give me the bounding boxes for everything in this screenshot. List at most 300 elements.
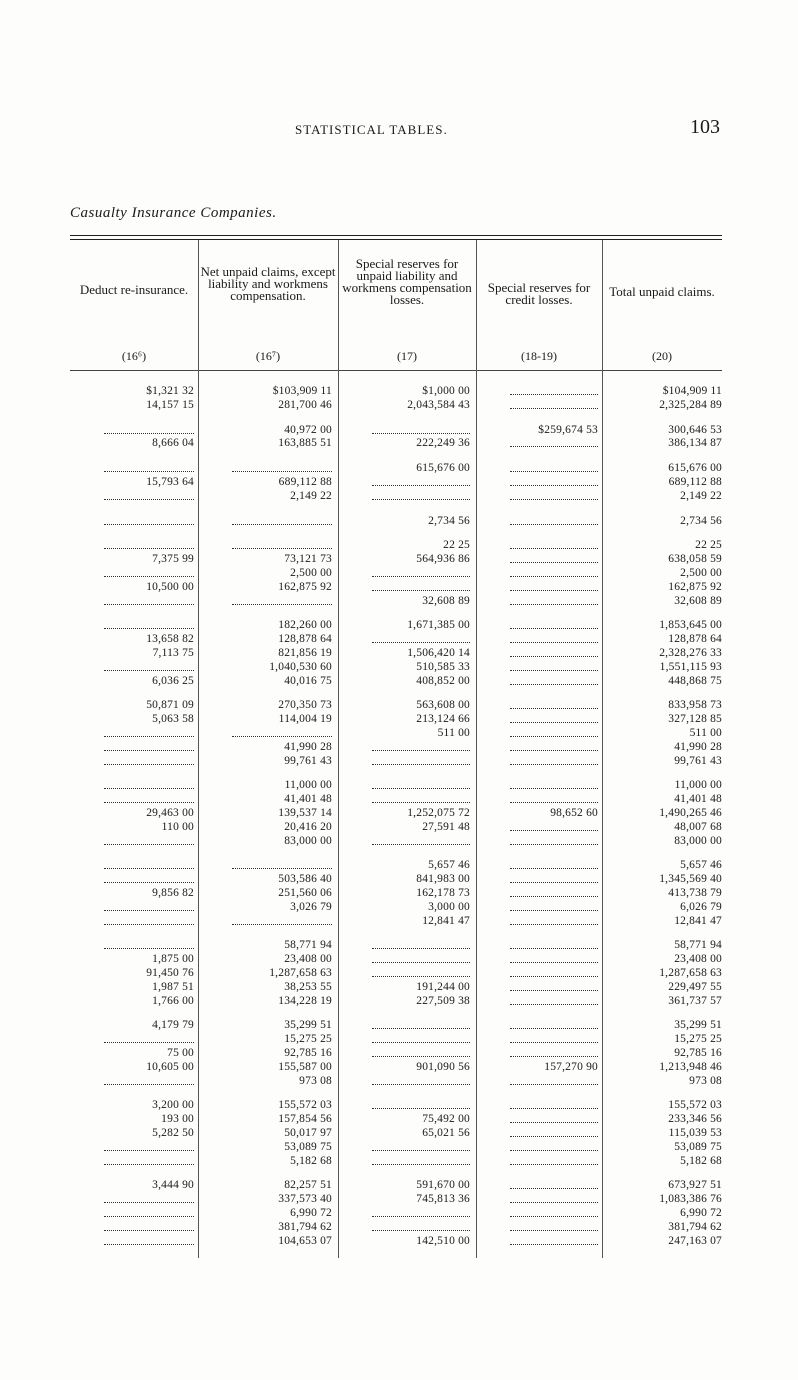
leader-dots [104, 539, 194, 549]
table-cell: 128,878 64 [668, 633, 722, 646]
column-header-number: (16⁷) [255, 349, 281, 363]
leader-dots [104, 1155, 194, 1165]
table-cell: 973 08 [299, 1074, 332, 1087]
column-rule [602, 240, 603, 1258]
leader-dots [104, 727, 194, 737]
table-cell: 10,605 00 [146, 1060, 194, 1073]
table-cell: 142,510 00 [416, 1234, 470, 1247]
table-cell: 1,853,645 00 [659, 619, 722, 632]
table-cell: 591,670 00 [416, 1179, 470, 1192]
leader-dots [510, 1127, 598, 1137]
table-cell: 12,841 47 [422, 914, 470, 927]
table-cell: 22 25 [443, 539, 470, 552]
table-row [70, 953, 722, 966]
running-title: STATISTICAL TABLES. [295, 122, 448, 137]
table-cell: $104,909 11 [662, 385, 722, 397]
table-row [70, 1221, 722, 1234]
leader-dots [104, 1235, 194, 1245]
leader-dots [510, 1047, 598, 1057]
leader-dots [510, 835, 598, 845]
table-cell: 2,325,284 89 [659, 398, 722, 411]
table-row [70, 675, 722, 688]
page-number: 103 [690, 116, 720, 138]
table-cell: 227,509 38 [416, 994, 470, 1007]
table-cell: 615,676 00 [416, 462, 470, 475]
table-cell: 15,275 25 [674, 1033, 722, 1046]
leader-dots [510, 567, 598, 577]
table-row [70, 995, 722, 1008]
table-cell: 38,253 55 [284, 980, 332, 993]
table-cell: 48,007 68 [674, 820, 722, 833]
table-row [70, 515, 722, 528]
leader-dots [104, 915, 194, 925]
table-row [70, 779, 722, 792]
leader-dots [510, 821, 598, 831]
column-header-number: (17) [397, 349, 417, 363]
table-cell: 6,036 25 [152, 674, 194, 687]
table-cell: 15,275 25 [284, 1033, 332, 1046]
table-row [70, 567, 722, 580]
table-cell: 98,652 60 [550, 807, 598, 819]
column-header-number: (20) [652, 349, 672, 363]
leader-dots [510, 647, 598, 657]
leader-dots [372, 1033, 470, 1043]
column-header-special-reserves-liability [338, 240, 476, 370]
table-cell: $103,909 11 [272, 385, 332, 397]
table-cell: 155,572 03 [278, 1099, 332, 1112]
table-cell: 361,737 57 [668, 994, 722, 1007]
table-cell: 20,416 20 [284, 820, 332, 833]
table-cell: 337,573 40 [278, 1193, 332, 1206]
table-cell: 3,000 00 [428, 900, 470, 913]
table-cell: 1,490,265 46 [659, 807, 722, 819]
table-cell: 10,500 00 [146, 580, 194, 593]
table-cell: 615,676 00 [668, 462, 722, 475]
table-cell: 92,785 16 [674, 1047, 722, 1059]
table-row [70, 1019, 722, 1032]
leader-dots [510, 793, 598, 803]
table-cell: 2,734 56 [680, 514, 722, 527]
table-cell: 1,506,420 14 [407, 647, 470, 659]
leader-dots [510, 1075, 598, 1085]
leader-dots [510, 553, 598, 563]
table-cell: $1,321 32 [146, 385, 194, 397]
leader-dots [510, 1033, 598, 1043]
table-cell: 2,328,276 33 [659, 647, 722, 659]
column-header-title: Special reserves for unpaid liability and workmens compensation losses. [342, 256, 472, 307]
table-cell: 50,017 97 [284, 1127, 332, 1139]
table-cell: 5,063 58 [152, 713, 194, 726]
leader-dots [104, 424, 194, 434]
table-cell: 2,149 22 [680, 489, 722, 502]
table-cell: 9,856 82 [152, 887, 194, 899]
leader-dots [372, 755, 470, 765]
leader-dots [510, 385, 598, 395]
leader-dots [232, 595, 332, 605]
table-cell: 327,128 85 [668, 713, 722, 726]
leader-dots [510, 887, 598, 897]
leader-dots [510, 490, 598, 500]
table-cell: 564,936 86 [416, 553, 470, 566]
table-cell: 32,608 89 [422, 594, 470, 607]
table-cell: 3,200 00 [152, 1099, 194, 1112]
table-row [70, 661, 722, 674]
table-cell: 563,608 00 [416, 699, 470, 712]
table-row [70, 1061, 722, 1074]
leader-dots [104, 619, 194, 629]
table-cell: 23,408 00 [284, 953, 332, 966]
leader-dots [104, 490, 194, 500]
table-cell: 833,958 73 [668, 699, 722, 712]
table-cell: 1,551,115 93 [659, 660, 722, 673]
statistics-table [70, 240, 722, 1247]
table-cell: 233,346 56 [668, 1113, 722, 1126]
table-cell: 162,178 73 [416, 887, 470, 899]
leader-dots [510, 967, 598, 977]
table-cell: 3,026 79 [290, 900, 332, 913]
table-row [70, 1127, 722, 1140]
table-cell: 7,113 75 [152, 647, 194, 659]
leader-dots [104, 1221, 194, 1231]
table-row [70, 939, 722, 952]
table-cell: 83,000 00 [674, 834, 722, 847]
table-cell: 300,646 53 [668, 423, 722, 436]
table-cell: 6,990 72 [680, 1207, 722, 1219]
table-cell: 193 00 [161, 1113, 194, 1126]
table-cell: 1,083,386 76 [659, 1193, 722, 1206]
table-cell: 1,287,658 63 [269, 967, 332, 979]
table-cell: 222,249 36 [416, 437, 470, 450]
leader-dots [510, 981, 598, 991]
table-row [70, 462, 722, 475]
table-cell: 182,260 00 [278, 619, 332, 632]
table-cell: 155,587 00 [278, 1060, 332, 1073]
table-cell: 82,257 51 [284, 1179, 332, 1192]
table-cell: 8,666 04 [152, 437, 194, 450]
column-header-title: Special reserves for credit losses. [487, 280, 591, 307]
leader-dots [372, 581, 470, 591]
table-cell: 5,657 46 [428, 859, 470, 872]
table-row [70, 1047, 722, 1060]
table-row [70, 399, 722, 412]
leader-dots [510, 515, 598, 525]
leader-dots [232, 915, 332, 925]
table-cell: 1,345,569 40 [659, 873, 722, 886]
table-row [70, 915, 722, 928]
table-cell: 11,000 00 [284, 779, 332, 792]
table-cell: 6,990 72 [290, 1207, 332, 1219]
leader-dots [372, 741, 470, 751]
leader-dots [104, 873, 194, 883]
table-cell: 40,972 00 [284, 423, 332, 436]
table-row [70, 713, 722, 726]
table-row [70, 967, 722, 980]
leader-dots [510, 619, 598, 629]
table-row [70, 424, 722, 437]
table-cell: 11,000 00 [674, 779, 722, 792]
leader-dots [510, 462, 598, 472]
column-header-special-reserves-credit [476, 240, 602, 370]
table-cell: 1,671,385 00 [407, 619, 470, 632]
table-cell: 139,537 14 [278, 807, 332, 819]
table-row [70, 1193, 722, 1206]
leader-dots [372, 424, 470, 434]
column-header-total-unpaid-claims [602, 240, 722, 370]
table-cell: 689,112 88 [278, 476, 332, 488]
table-cell: 134,228 19 [278, 994, 332, 1007]
leader-dots [104, 595, 194, 605]
table-cell: 27,591 48 [422, 820, 470, 833]
table-cell: 12,841 47 [674, 914, 722, 927]
table-row [70, 1155, 722, 1168]
table-row [70, 887, 722, 900]
table-cell: 841,983 00 [416, 873, 470, 886]
leader-dots [510, 755, 598, 765]
table-cell: 58,771 94 [284, 939, 332, 952]
leader-dots [104, 779, 194, 789]
table-cell: 75 00 [167, 1047, 194, 1059]
table-row [70, 437, 722, 450]
leader-dots [510, 1141, 598, 1151]
table-cell: 5,182 68 [290, 1154, 332, 1167]
table-cell: 23,408 00 [674, 953, 722, 966]
table-cell: 128,878 64 [278, 633, 332, 646]
leader-dots [510, 633, 598, 643]
table-cell: 13,658 82 [146, 633, 194, 646]
table-cell: 110 00 [161, 820, 194, 833]
table-row [70, 859, 722, 872]
table-cell: 41,990 28 [674, 740, 722, 753]
leader-dots [104, 661, 194, 671]
leader-dots [510, 995, 598, 1005]
column-header-net-unpaid-claims [198, 240, 338, 370]
leader-dots [510, 675, 598, 685]
table-row [70, 1235, 722, 1248]
table-cell: 251,560 06 [278, 887, 332, 899]
table-cell: 386,134 87 [668, 437, 722, 450]
table-cell: 270,350 73 [278, 699, 332, 712]
leader-dots [372, 1221, 470, 1231]
leader-dots [372, 953, 470, 963]
table-cell: 92,785 16 [284, 1047, 332, 1059]
leader-dots [510, 1207, 598, 1217]
table-cell: 229,497 55 [668, 980, 722, 993]
leader-dots [510, 915, 598, 925]
table-row [70, 1179, 722, 1192]
leader-dots [104, 793, 194, 803]
table-cell: 41,401 48 [284, 793, 332, 806]
table-cell: 689,112 88 [668, 476, 722, 488]
column-rule [338, 240, 339, 1258]
leader-dots [510, 539, 598, 549]
table-row [70, 807, 722, 820]
table-cell: 2,149 22 [290, 489, 332, 502]
table-cell: 821,856 19 [278, 647, 332, 659]
leader-dots [232, 539, 332, 549]
table-cell: 99,761 43 [674, 754, 722, 767]
table-cell: 157,270 90 [544, 1060, 598, 1073]
column-header-title: Deduct re-insurance. [79, 282, 189, 297]
table-header [70, 240, 722, 371]
table-cell: 115,039 53 [668, 1127, 722, 1139]
table-cell: 40,016 75 [284, 674, 332, 687]
leader-dots [510, 1221, 598, 1231]
table-cell: 638,058 59 [668, 553, 722, 566]
leader-dots [104, 1141, 194, 1151]
column-header-title: Net unpaid claims, except liability and workmens compensation. [200, 264, 336, 303]
leader-dots [232, 515, 332, 525]
table-cell: 5,182 68 [680, 1154, 722, 1167]
table-cell: 381,794 62 [278, 1220, 332, 1233]
table-row [70, 553, 722, 566]
table-cell: 1,766 00 [152, 994, 194, 1007]
table-cell: 41,401 48 [674, 793, 722, 806]
leader-dots [104, 835, 194, 845]
leader-dots [510, 727, 598, 737]
table-row [70, 727, 722, 740]
table-cell: 35,299 51 [674, 1019, 722, 1032]
leader-dots [372, 793, 470, 803]
table-cell: 7,375 99 [152, 553, 194, 566]
table-cell: 104,653 07 [278, 1234, 332, 1247]
leader-dots [510, 1099, 598, 1109]
table-cell: 511 00 [689, 727, 722, 739]
leader-dots [510, 476, 598, 486]
table-cell: 41,990 28 [284, 740, 332, 753]
table-cell: 29,463 00 [146, 807, 194, 819]
column-rule [476, 240, 477, 1258]
table-cell: 1,875 00 [152, 953, 194, 966]
leader-dots [510, 873, 598, 883]
leader-dots [372, 1207, 470, 1217]
leader-dots [510, 1155, 598, 1165]
table-cell: 213,124 66 [416, 713, 470, 726]
leader-dots [104, 1075, 194, 1085]
leader-dots [510, 1019, 598, 1029]
table-cell: 3,444 90 [152, 1179, 194, 1192]
section-title: Casualty Insurance Companies. [70, 205, 277, 221]
table-cell: 448,868 75 [668, 674, 722, 687]
leader-dots [372, 490, 470, 500]
table-cell: 35,299 51 [284, 1019, 332, 1032]
table-row [70, 741, 722, 754]
leader-dots [232, 859, 332, 869]
leader-dots [372, 1075, 470, 1085]
table-cell: 281,700 46 [278, 398, 332, 411]
leader-dots [372, 567, 470, 577]
leader-dots [104, 1193, 194, 1203]
leader-dots [510, 661, 598, 671]
table-cell: 247,163 07 [668, 1234, 722, 1247]
leader-dots [372, 939, 470, 949]
leader-dots [372, 1099, 470, 1109]
table-cell: 99,761 43 [284, 754, 332, 767]
table-row [70, 901, 722, 914]
leader-dots [510, 1179, 598, 1189]
table-cell: 50,871 09 [146, 699, 194, 712]
table-row [70, 793, 722, 806]
leader-dots [372, 1141, 470, 1151]
table-row [70, 619, 722, 632]
column-rule [198, 240, 199, 1258]
leader-dots [104, 567, 194, 577]
leader-dots [104, 1207, 194, 1217]
leader-dots [372, 779, 470, 789]
table-row [70, 821, 722, 834]
table-row [70, 581, 722, 594]
leader-dots [232, 462, 332, 472]
column-header-number: (18-19) [521, 349, 557, 363]
leader-dots [372, 967, 470, 977]
leader-dots [104, 939, 194, 949]
table-cell: 75,492 00 [422, 1113, 470, 1126]
table-cell: 408,852 00 [416, 674, 470, 687]
table-row [70, 1113, 722, 1126]
table-cell: 381,794 62 [668, 1220, 722, 1233]
leader-dots [372, 1019, 470, 1029]
table-row [70, 385, 722, 398]
leader-dots [104, 741, 194, 751]
table-cell: 2,043,584 43 [407, 398, 470, 411]
table-cell: 65,021 56 [422, 1127, 470, 1139]
table-cell: 973 08 [689, 1074, 722, 1087]
table-cell: 2,500 00 [290, 567, 332, 579]
table-cell: 5,657 46 [680, 859, 722, 872]
table-cell: 73,121 73 [284, 553, 332, 566]
leader-dots [372, 476, 470, 486]
table-row [70, 1099, 722, 1112]
table-row [70, 476, 722, 489]
leader-dots [104, 755, 194, 765]
table-cell: 162,875 92 [278, 580, 332, 593]
table-cell: 1,252,075 72 [407, 807, 470, 819]
column-header-deduct-reinsurance [70, 240, 198, 370]
table-cell: 14,157 15 [146, 398, 194, 411]
leader-dots [104, 462, 194, 472]
table-cell: 53,089 75 [674, 1140, 722, 1153]
table-cell: 510,585 33 [416, 660, 470, 673]
table-row [70, 539, 722, 552]
leader-dots [372, 633, 470, 643]
leader-dots [510, 953, 598, 963]
table-row [70, 1207, 722, 1220]
table-cell: 1,987 51 [152, 980, 194, 993]
leader-dots [104, 901, 194, 911]
table-cell: 58,771 94 [674, 939, 722, 952]
table-top-rule [70, 235, 722, 236]
table-row [70, 490, 722, 503]
table-row [70, 981, 722, 994]
leader-dots [510, 595, 598, 605]
table-cell: 901,090 56 [416, 1060, 470, 1073]
table-cell: 5,282 50 [152, 1127, 194, 1139]
leader-dots [372, 1047, 470, 1057]
table-cell: 114,004 19 [278, 713, 332, 726]
leader-dots [510, 779, 598, 789]
column-header-number: (16⁶) [121, 349, 147, 363]
table-cell: 162,875 92 [668, 580, 722, 593]
table-cell: 157,854 56 [278, 1113, 332, 1126]
table-row [70, 835, 722, 848]
table-cell: 503,586 40 [278, 873, 332, 886]
leader-dots [510, 699, 598, 709]
table-cell: 673,927 51 [668, 1179, 722, 1192]
table-row [70, 595, 722, 608]
table-row [70, 647, 722, 660]
table-cell: 191,244 00 [416, 980, 470, 993]
table-row [70, 1033, 722, 1046]
table-cell: 1,287,658 63 [659, 967, 722, 979]
